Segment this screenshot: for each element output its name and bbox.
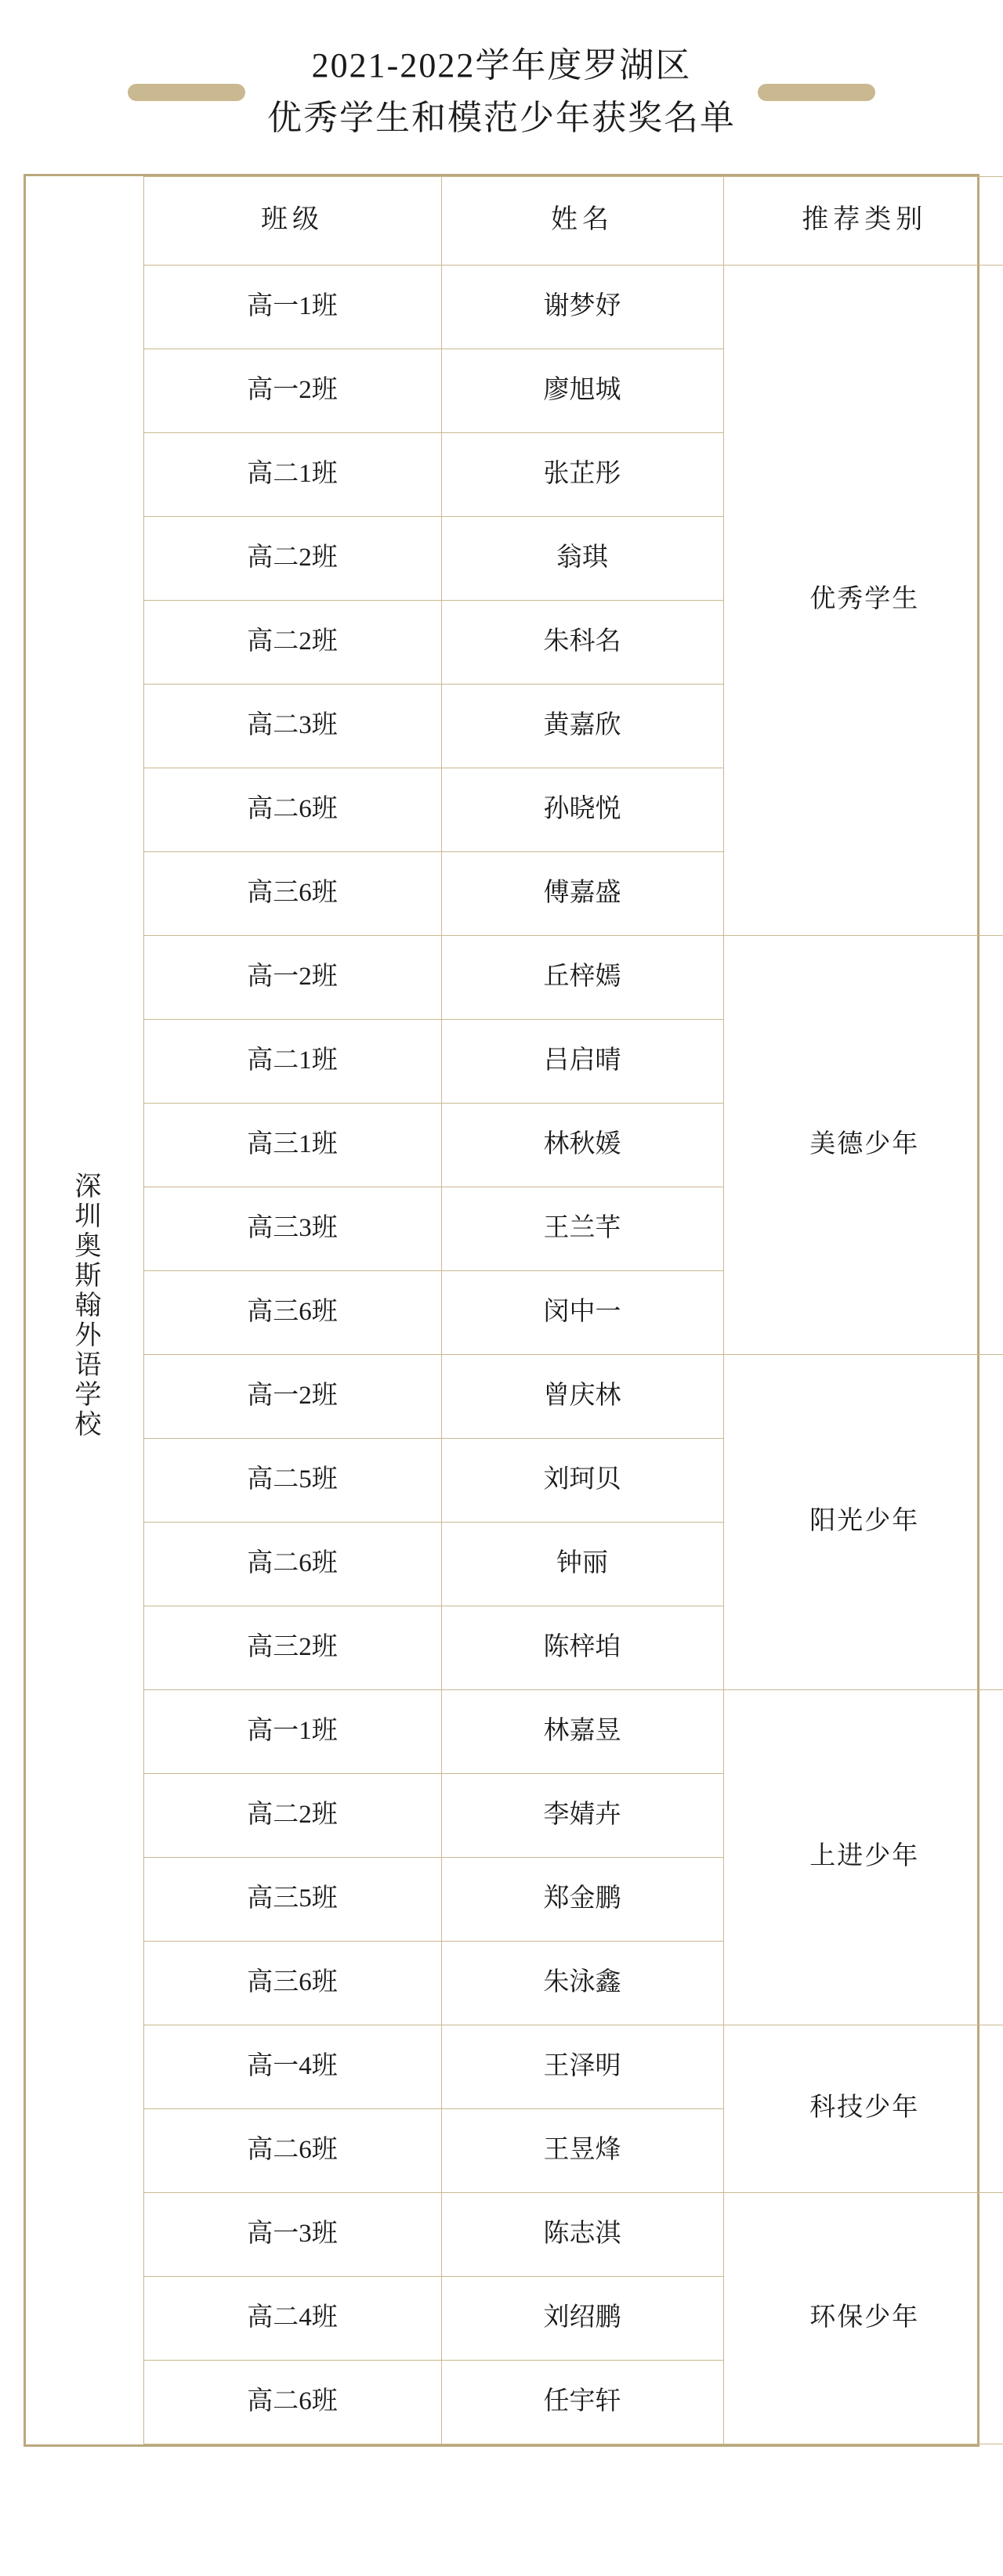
table-column-header-1 <box>143 176 441 265</box>
title-lines <box>267 45 736 139</box>
class-text: 高一2班 <box>247 375 338 404</box>
student-name-cell <box>441 2360 723 2444</box>
category-cell-3 <box>723 1354 1003 1689</box>
school-name-cell <box>26 176 143 2444</box>
student-name-cell <box>441 1354 723 1438</box>
student-name-text: 闵中一 <box>543 1297 621 1326</box>
class-text: 高二6班 <box>247 2386 338 2415</box>
student-name-cell <box>441 2108 723 2192</box>
student-name-text: 翁琪 <box>556 543 608 572</box>
column-header-text: 姓名 <box>551 205 614 235</box>
table-row <box>26 265 1003 349</box>
decoration-bar-left <box>128 84 245 101</box>
class-text: 高二3班 <box>247 710 338 739</box>
category-cell-2 <box>723 935 1003 1354</box>
student-name-cell <box>441 935 723 1019</box>
class-text: 高二6班 <box>247 2135 338 2164</box>
class-text: 高一3班 <box>247 2219 338 2248</box>
table-row <box>26 1689 1003 1773</box>
class-text: 高一1班 <box>247 1716 338 1745</box>
student-name-cell <box>441 1689 723 1773</box>
page-title-line-1: 2021-2022学年度罗湖区 <box>311 46 692 85</box>
student-name-cell <box>441 768 723 851</box>
student-name-text: 王兰芊 <box>543 1213 621 1242</box>
student-name-text: 吕启晴 <box>543 1046 621 1075</box>
table-row <box>26 2025 1003 2108</box>
category-text: 美德少年 <box>809 1129 920 1158</box>
student-name-text: 朱科名 <box>543 627 621 656</box>
class-cell <box>143 1941 441 2025</box>
class-cell <box>143 768 441 851</box>
class-text: 高二6班 <box>247 794 338 823</box>
student-name-cell <box>441 1438 723 1522</box>
class-text: 高二5班 <box>247 1465 338 1494</box>
student-name-text: 王泽明 <box>543 2051 621 2080</box>
class-text: 高三5班 <box>247 1884 338 1913</box>
class-text: 高一1班 <box>247 291 338 320</box>
class-cell <box>143 684 441 768</box>
class-text: 高三6班 <box>247 1967 338 1996</box>
class-cell <box>143 935 441 1019</box>
category-text: 上进少年 <box>809 1842 920 1871</box>
class-text: 高二2班 <box>247 543 338 572</box>
class-cell <box>143 1354 441 1438</box>
class-cell <box>143 1857 441 1941</box>
class-text: 高二2班 <box>247 1800 338 1829</box>
student-name-text: 林嘉昱 <box>543 1716 621 1745</box>
student-name-cell <box>441 1270 723 1354</box>
table-row <box>26 2192 1003 2276</box>
class-text: 高三1班 <box>247 1129 338 1158</box>
class-text: 高一2班 <box>247 1381 338 1410</box>
category-cell-4 <box>723 1689 1003 2025</box>
class-cell <box>143 1438 441 1522</box>
class-text: 高二6班 <box>247 1548 338 1577</box>
student-name-text: 任宇轩 <box>543 2386 621 2415</box>
student-name-cell <box>441 2025 723 2108</box>
class-cell <box>143 1773 441 1857</box>
student-name-cell <box>441 1941 723 2025</box>
document-header <box>0 0 1003 163</box>
student-name-text: 傅嘉盛 <box>543 878 621 907</box>
student-name-cell <box>441 1773 723 1857</box>
student-name-text: 丘梓嫣 <box>543 962 621 991</box>
class-text: 高三3班 <box>247 1213 338 1242</box>
class-cell <box>143 349 441 432</box>
class-cell <box>143 2276 441 2360</box>
class-text: 高一2班 <box>247 962 338 991</box>
student-name-cell <box>441 1857 723 1941</box>
table-row <box>26 1354 1003 1438</box>
table-column-header-2 <box>441 176 723 265</box>
class-cell <box>143 432 441 516</box>
student-name-text: 王昱烽 <box>543 2135 621 2164</box>
decoration-bar-right <box>758 84 875 101</box>
student-name-text: 廖旭城 <box>543 375 621 404</box>
student-name-text: 李婧卉 <box>543 1800 621 1829</box>
student-name-cell <box>441 1606 723 1689</box>
category-text: 优秀学生 <box>809 585 920 614</box>
class-cell <box>143 2360 441 2444</box>
student-name-cell <box>441 1522 723 1606</box>
roster-table <box>26 176 1003 2444</box>
category-text: 科技少年 <box>809 2094 920 2123</box>
student-name-text: 郑金鹏 <box>543 1884 621 1913</box>
class-cell <box>143 1606 441 1689</box>
class-text: 高一4班 <box>247 2051 338 2080</box>
class-cell <box>143 1689 441 1773</box>
student-name-cell <box>441 1019 723 1103</box>
class-text: 高二1班 <box>247 459 338 488</box>
class-text: 高二2班 <box>247 627 338 656</box>
student-name-text: 谢梦妤 <box>543 291 621 320</box>
category-cell-6 <box>723 2192 1003 2444</box>
student-name-cell <box>441 516 723 600</box>
class-cell <box>143 1187 441 1270</box>
title-block <box>0 45 1003 139</box>
class-text: 高三2班 <box>247 1632 338 1661</box>
class-cell <box>143 2108 441 2192</box>
student-name-cell <box>441 1103 723 1187</box>
student-name-text: 张芷彤 <box>543 459 621 488</box>
student-name-cell <box>441 684 723 768</box>
student-name-text: 孙晓悦 <box>543 794 621 823</box>
student-name-cell <box>441 265 723 349</box>
category-text: 阳光少年 <box>809 1507 920 1536</box>
column-header-text: 推荐类别 <box>802 205 928 235</box>
class-cell <box>143 600 441 684</box>
student-name-text: 陈梓垍 <box>543 1632 621 1661</box>
table-row <box>26 935 1003 1019</box>
student-name-text: 刘珂贝 <box>543 1465 621 1494</box>
student-name-cell <box>441 851 723 935</box>
student-name-text: 钟丽 <box>556 1548 608 1577</box>
class-text: 高二4班 <box>247 2303 338 2332</box>
class-cell <box>143 265 441 349</box>
column-header-text: 班级 <box>261 205 324 235</box>
school-name-text: 深圳奥斯翰外语学校 <box>70 1171 100 1440</box>
class-cell <box>143 516 441 600</box>
page-title-line-2: 优秀学生和模范少年获奖名单 <box>267 98 736 137</box>
class-cell <box>143 851 441 935</box>
student-name-cell <box>441 432 723 516</box>
student-name-text: 黄嘉欣 <box>543 710 621 739</box>
table-column-header-3 <box>723 176 1003 265</box>
class-cell <box>143 1522 441 1606</box>
student-name-cell <box>441 1187 723 1270</box>
table-header-row <box>26 176 1003 265</box>
class-text: 高二1班 <box>247 1046 338 1075</box>
class-cell <box>143 1103 441 1187</box>
category-text: 环保少年 <box>809 2303 920 2332</box>
class-text: 高三6班 <box>247 1297 338 1326</box>
student-name-cell <box>441 2276 723 2360</box>
student-name-cell <box>441 600 723 684</box>
class-cell <box>143 2192 441 2276</box>
class-cell <box>143 1270 441 1354</box>
student-name-text: 陈志淇 <box>543 2219 621 2248</box>
student-name-text: 曾庆林 <box>543 1381 621 1410</box>
student-name-text: 林秋媛 <box>543 1129 621 1158</box>
category-cell-5 <box>723 2025 1003 2192</box>
class-text: 高三6班 <box>247 878 338 907</box>
roster-table-body <box>26 176 1003 2444</box>
student-name-cell <box>441 349 723 432</box>
category-cell-1 <box>723 265 1003 935</box>
class-cell <box>143 2025 441 2108</box>
student-name-text: 朱泳鑫 <box>543 1967 621 1996</box>
roster-table-container <box>24 174 979 2447</box>
class-cell <box>143 1019 441 1103</box>
student-name-text: 刘绍鹏 <box>543 2303 621 2332</box>
student-name-cell <box>441 2192 723 2276</box>
